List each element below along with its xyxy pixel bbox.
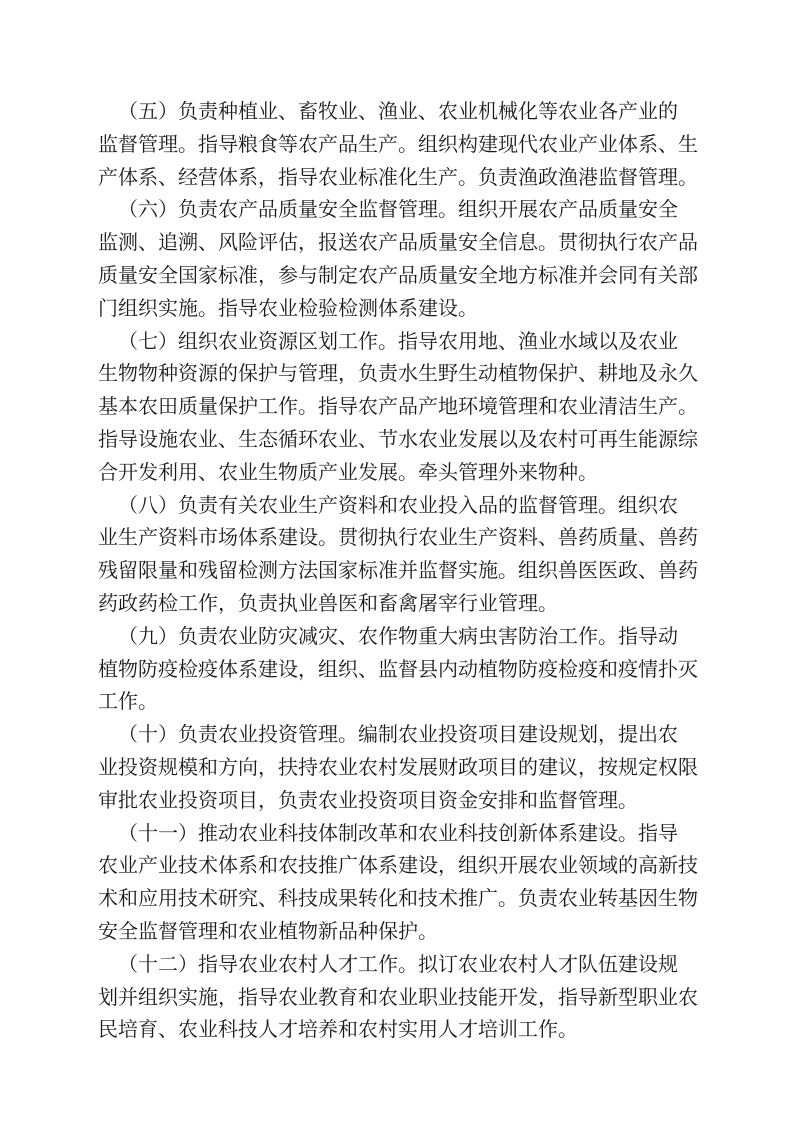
text-line: 门组织实施。指导农业检验检测体系建设。 [98,297,478,320]
paragraph [98,719,700,817]
text-line: 业投资规模和方向，扶持农业农村发展财政项目的建议，按规定权限 [98,756,698,779]
paragraph [98,949,700,1047]
text-line: 农业产业技术体系和农技推广体系建设，组织开展农业领域的高新技 [98,855,698,878]
text-line: 工作。 [98,691,158,714]
text-line: 指导设施农业、生态循环农业、节水农业发展以及农村可再生能源综 [98,428,698,451]
paragraph [98,194,700,325]
text-line: 植物防疫检疫体系建设，组织、监督县内动植物防疫检疫和疫情扑灭 [98,658,698,681]
paragraph [98,96,700,194]
text-line: 监测、追溯、风险评估，报送农产品质量安全信息。贯彻执行农产品 [98,232,698,255]
text-line: （十一）推动农业科技体制改革和农业科技创新体系建设。指导 [118,822,678,845]
text-line: 残留限量和残留检测方法国家标准并监督实施。组织兽医医政、兽药 [98,560,698,583]
text-line: 基本农田质量保护工作。指导农产品产地环境管理和农业清洁生产。 [98,396,698,419]
text-line: 产体系、经营体系，指导农业标准化生产。负责渔政渔港监督管理。 [98,166,698,189]
text-line: （五）负责种植业、畜牧业、渔业、农业机械化等农业各产业的 [118,101,678,123]
text-line: （十）负责农业投资管理。编制农业投资项目建设规划，提出农 [118,724,678,747]
paragraph [98,818,700,949]
text-line: 质量安全国家标准，参与制定农产品质量安全地方标准并会同有关部 [98,264,698,287]
text-line: 监督管理。指导粮食等农产品生产。组织构建现代农业产业体系、生 [98,133,698,156]
document-page [98,96,700,1047]
paragraph [98,621,700,719]
text-line: （七）组织农业资源区划工作。指导农用地、渔业水域以及农业 [118,330,678,353]
text-line: 审批农业投资项目，负责农业投资项目资金安排和监督管理。 [98,789,638,812]
text-line: 生物物种资源的保护与管理，负责水生野生动植物保护、耕地及永久 [98,363,698,386]
text-line: 安全监督管理和农业植物新品种保护。 [98,920,438,943]
text-line: （八）负责有关农业生产资料和农业投入品的监督管理。组织农 [118,494,678,517]
paragraph [98,326,700,490]
text-line: （九）负责农业防灾减灾、农作物重大病虫害防治工作。指导动 [118,625,678,648]
paragraph [98,490,700,621]
text-line: 民培育、农业科技人才培养和农村实用人才培训工作。 [98,1019,578,1042]
text-line: （十二）指导农业农村人才工作。拟订农业农村人才队伍建设规 [118,953,678,976]
text-line: 药政药检工作，负责执业兽医和畜禽屠宰行业管理。 [98,592,558,615]
text-line: 业生产资料市场体系建设。贯彻执行农业生产资料、兽药质量、兽药 [98,527,698,550]
text-line: 术和应用技术研究、科技成果转化和技术推广。负责农业转基因生物 [98,888,698,911]
text-line: 划并组织实施，指导农业教育和农业职业技能开发，指导新型职业农 [98,986,698,1009]
text-line: 合开发利用、农业生物质产业发展。牵头管理外来物种。 [98,461,598,484]
text-line: （六）负责农产品质量安全监督管理。组织开展农产品质量安全 [118,199,678,222]
